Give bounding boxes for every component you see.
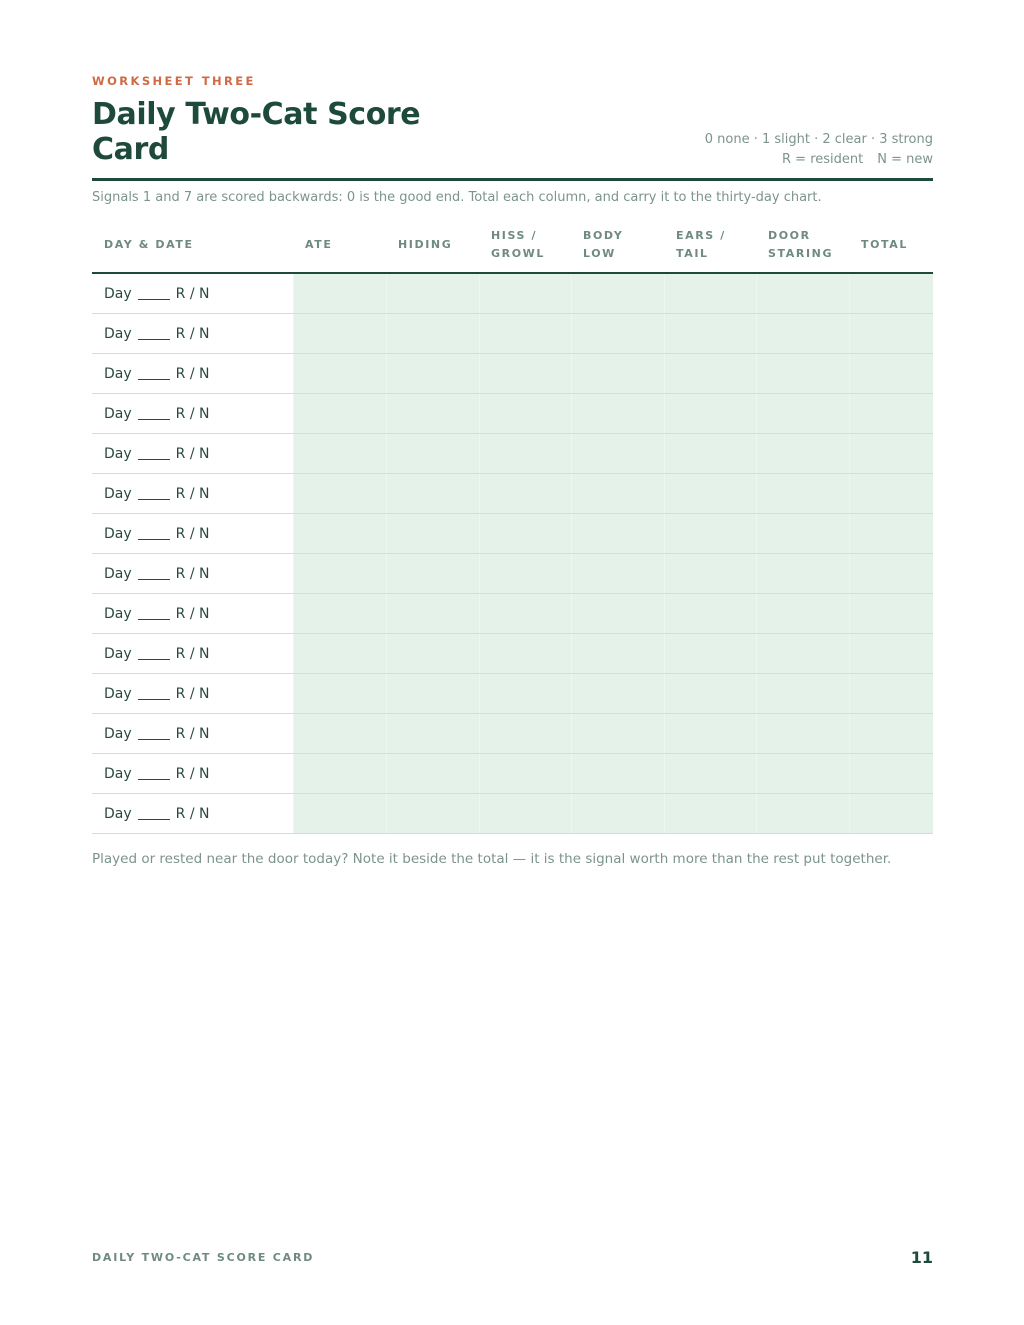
resident-new-choice[interactable]: R / N bbox=[175, 565, 210, 582]
score-cell[interactable] bbox=[571, 714, 664, 754]
day-label: Day bbox=[104, 805, 132, 822]
score-cell[interactable] bbox=[386, 554, 479, 594]
score-cell[interactable] bbox=[479, 474, 571, 514]
score-cell[interactable] bbox=[756, 314, 849, 354]
day-blank-line[interactable] bbox=[138, 578, 170, 580]
column-header: HISS / GROWL bbox=[479, 218, 571, 273]
resident-new-choice[interactable]: R / N bbox=[175, 405, 210, 422]
resident-new-choice[interactable]: R / N bbox=[175, 645, 210, 662]
score-cell[interactable] bbox=[571, 674, 664, 714]
score-cell[interactable] bbox=[479, 514, 571, 554]
score-cell[interactable] bbox=[756, 754, 849, 794]
score-cell[interactable] bbox=[664, 354, 756, 394]
table-row bbox=[92, 474, 933, 514]
score-cell[interactable] bbox=[571, 273, 664, 314]
resident-new-choice[interactable]: R / N bbox=[175, 765, 210, 782]
score-cell[interactable] bbox=[571, 594, 664, 634]
day-date-cell[interactable] bbox=[92, 394, 293, 434]
day-label: Day bbox=[104, 525, 132, 542]
score-cell[interactable] bbox=[849, 594, 933, 634]
table-row bbox=[92, 714, 933, 754]
table-row bbox=[92, 273, 933, 314]
score-cell[interactable] bbox=[386, 674, 479, 714]
day-label: Day bbox=[104, 365, 132, 382]
day-blank-line[interactable] bbox=[138, 498, 170, 500]
score-cell[interactable] bbox=[756, 434, 849, 474]
score-cell[interactable] bbox=[293, 594, 386, 634]
resident-new-choice[interactable]: R / N bbox=[175, 805, 210, 822]
score-cell[interactable] bbox=[386, 314, 479, 354]
score-cell[interactable] bbox=[293, 514, 386, 554]
score-cell[interactable] bbox=[571, 314, 664, 354]
score-cell[interactable] bbox=[849, 354, 933, 394]
title-rule bbox=[92, 178, 933, 181]
score-cell[interactable] bbox=[293, 794, 386, 834]
score-cell[interactable] bbox=[849, 634, 933, 674]
score-cell[interactable] bbox=[386, 354, 479, 394]
day-blank-line[interactable] bbox=[138, 338, 170, 340]
column-header: EARS / TAIL bbox=[664, 218, 756, 273]
resident-new-choice[interactable]: R / N bbox=[175, 725, 210, 742]
worksheet-page bbox=[92, 0, 933, 1325]
score-cell[interactable] bbox=[571, 434, 664, 474]
day-blank-line[interactable] bbox=[138, 418, 170, 420]
score-cell[interactable] bbox=[571, 554, 664, 594]
day-label: Day bbox=[104, 765, 132, 782]
day-date-cell[interactable] bbox=[92, 754, 293, 794]
table-row bbox=[92, 754, 933, 794]
day-blank-line[interactable] bbox=[138, 658, 170, 660]
score-cell[interactable] bbox=[386, 514, 479, 554]
score-cell[interactable] bbox=[849, 474, 933, 514]
score-cell[interactable] bbox=[849, 794, 933, 834]
score-cell[interactable] bbox=[479, 273, 571, 314]
score-cell[interactable] bbox=[293, 674, 386, 714]
table-row bbox=[92, 514, 933, 554]
score-cell[interactable] bbox=[664, 314, 756, 354]
day-date-cell[interactable] bbox=[92, 794, 293, 834]
day-date-cell[interactable] bbox=[92, 714, 293, 754]
score-cell[interactable] bbox=[664, 674, 756, 714]
day-label: Day bbox=[104, 445, 132, 462]
score-cell[interactable] bbox=[756, 674, 849, 714]
score-cell[interactable] bbox=[386, 434, 479, 474]
score-cell[interactable] bbox=[664, 394, 756, 434]
score-cell[interactable] bbox=[849, 674, 933, 714]
score-cell[interactable] bbox=[849, 434, 933, 474]
footer-label: DAILY TWO-CAT SCORE CARD bbox=[92, 1251, 315, 1264]
score-cell[interactable] bbox=[479, 674, 571, 714]
score-cell[interactable] bbox=[664, 754, 756, 794]
score-cell[interactable] bbox=[664, 474, 756, 514]
day-date-cell[interactable] bbox=[92, 354, 293, 394]
column-header: BODY LOW bbox=[571, 218, 664, 273]
score-cell[interactable] bbox=[756, 634, 849, 674]
score-cell[interactable] bbox=[756, 794, 849, 834]
table-row bbox=[92, 394, 933, 434]
day-label: Day bbox=[104, 605, 132, 622]
worksheet-eyebrow: WORKSHEET THREE bbox=[92, 74, 256, 88]
day-blank-line[interactable] bbox=[138, 618, 170, 620]
resident-new-choice[interactable]: R / N bbox=[175, 485, 210, 502]
score-cell[interactable] bbox=[571, 754, 664, 794]
page-title: Daily Two-Cat Score Card bbox=[92, 97, 421, 167]
score-cell[interactable] bbox=[664, 273, 756, 314]
resident-new-choice[interactable]: R / N bbox=[175, 285, 210, 302]
legend-codes bbox=[705, 150, 933, 170]
column-header: HIDING bbox=[386, 218, 479, 273]
score-cell[interactable] bbox=[664, 554, 756, 594]
score-cell[interactable] bbox=[479, 594, 571, 634]
score-cell[interactable] bbox=[479, 434, 571, 474]
score-cell[interactable] bbox=[293, 474, 386, 514]
score-cell[interactable] bbox=[386, 714, 479, 754]
legend-new: N = new bbox=[877, 152, 933, 167]
score-cell[interactable] bbox=[664, 514, 756, 554]
score-cell[interactable] bbox=[293, 273, 386, 314]
resident-new-choice[interactable]: R / N bbox=[175, 525, 210, 542]
score-cell[interactable] bbox=[849, 514, 933, 554]
resident-new-choice[interactable]: R / N bbox=[175, 605, 210, 622]
day-label: Day bbox=[104, 565, 132, 582]
legend-scale: 0 none · 1 slight · 2 clear · 3 strong bbox=[704, 132, 933, 147]
table-row bbox=[92, 314, 933, 354]
score-cell[interactable] bbox=[386, 273, 479, 314]
score-cell[interactable] bbox=[386, 794, 479, 834]
day-blank-line[interactable] bbox=[138, 458, 170, 460]
score-cell[interactable] bbox=[756, 594, 849, 634]
day-blank-line[interactable] bbox=[138, 738, 170, 740]
score-cell[interactable] bbox=[571, 794, 664, 834]
table-row bbox=[92, 554, 933, 594]
score-cell[interactable] bbox=[756, 273, 849, 314]
day-date-cell[interactable] bbox=[92, 594, 293, 634]
score-cell[interactable] bbox=[479, 754, 571, 794]
day-blank-line[interactable] bbox=[138, 378, 170, 380]
day-label: Day bbox=[104, 725, 132, 742]
column-header: DAY & DATE bbox=[92, 218, 293, 273]
score-cell[interactable] bbox=[571, 394, 664, 434]
table-row bbox=[92, 794, 933, 834]
score-cell[interactable] bbox=[293, 354, 386, 394]
day-date-cell[interactable] bbox=[92, 634, 293, 674]
score-cell[interactable] bbox=[849, 714, 933, 754]
score-cell[interactable] bbox=[386, 634, 479, 674]
day-date-cell[interactable] bbox=[92, 514, 293, 554]
score-cell[interactable] bbox=[479, 394, 571, 434]
column-header: DOOR STARING bbox=[756, 218, 849, 273]
day-date-cell[interactable] bbox=[92, 273, 293, 314]
day-blank-line[interactable] bbox=[138, 298, 170, 300]
score-cell[interactable] bbox=[293, 394, 386, 434]
score-cell[interactable] bbox=[293, 314, 386, 354]
score-cell[interactable] bbox=[756, 714, 849, 754]
day-blank-line[interactable] bbox=[138, 778, 170, 780]
score-cell[interactable] bbox=[479, 634, 571, 674]
table-row bbox=[92, 594, 933, 634]
score-cell[interactable] bbox=[849, 273, 933, 314]
score-cell[interactable] bbox=[756, 354, 849, 394]
day-date-cell[interactable] bbox=[92, 554, 293, 594]
resident-new-choice[interactable]: R / N bbox=[175, 685, 210, 702]
day-label: Day bbox=[104, 645, 132, 662]
intro-note: Signals 1 and 7 are scored backwards: 0 is the good end. Total each column, and carry it to the thirty-day chart. bbox=[92, 190, 822, 205]
day-blank-line[interactable] bbox=[138, 818, 170, 820]
table-row bbox=[92, 434, 933, 474]
score-cell[interactable] bbox=[386, 394, 479, 434]
table-header-row bbox=[92, 218, 933, 273]
day-label: Day bbox=[104, 405, 132, 422]
column-header: TOTAL bbox=[849, 218, 933, 273]
score-cell[interactable] bbox=[664, 634, 756, 674]
page-number: 11 bbox=[910, 1248, 933, 1267]
score-cell[interactable] bbox=[664, 594, 756, 634]
day-blank-line[interactable] bbox=[138, 538, 170, 540]
score-legend bbox=[705, 130, 933, 170]
day-blank-line[interactable] bbox=[138, 698, 170, 700]
day-date-cell[interactable] bbox=[92, 674, 293, 714]
score-cell[interactable] bbox=[293, 554, 386, 594]
score-cell[interactable] bbox=[756, 554, 849, 594]
day-date-cell[interactable] bbox=[92, 474, 293, 514]
table-row bbox=[92, 354, 933, 394]
score-cell[interactable] bbox=[571, 354, 664, 394]
legend-resident: R = resident bbox=[782, 152, 864, 167]
door-footnote: Played or rested near the door today? Note it beside the total — it is the signal worth more than the rest put together. bbox=[92, 851, 892, 867]
day-label: Day bbox=[104, 285, 132, 302]
score-cell[interactable] bbox=[664, 794, 756, 834]
day-date-cell[interactable] bbox=[92, 434, 293, 474]
resident-new-choice[interactable]: R / N bbox=[175, 445, 210, 462]
score-cell[interactable] bbox=[664, 434, 756, 474]
resident-new-choice[interactable]: R / N bbox=[175, 365, 210, 382]
day-label: Day bbox=[104, 325, 132, 342]
score-cell[interactable] bbox=[293, 634, 386, 674]
day-label: Day bbox=[104, 685, 132, 702]
day-date-cell[interactable] bbox=[92, 314, 293, 354]
score-cell[interactable] bbox=[479, 314, 571, 354]
score-cell[interactable] bbox=[849, 754, 933, 794]
score-cell[interactable] bbox=[571, 474, 664, 514]
score-cell[interactable] bbox=[756, 394, 849, 434]
score-cell[interactable] bbox=[293, 434, 386, 474]
score-cell[interactable] bbox=[293, 714, 386, 754]
score-cell[interactable] bbox=[479, 714, 571, 754]
score-cell[interactable] bbox=[756, 514, 849, 554]
score-cell[interactable] bbox=[571, 514, 664, 554]
score-cell[interactable] bbox=[479, 554, 571, 594]
resident-new-choice[interactable]: R / N bbox=[175, 325, 210, 342]
score-cell[interactable] bbox=[386, 594, 479, 634]
score-cell[interactable] bbox=[849, 394, 933, 434]
day-label: Day bbox=[104, 485, 132, 502]
table-row bbox=[92, 674, 933, 714]
score-cell[interactable] bbox=[386, 474, 479, 514]
score-table bbox=[92, 218, 933, 834]
score-cell[interactable] bbox=[849, 314, 933, 354]
column-header: ATE bbox=[293, 218, 386, 273]
score-cell[interactable] bbox=[293, 754, 386, 794]
score-cell[interactable] bbox=[386, 754, 479, 794]
score-cell[interactable] bbox=[571, 634, 664, 674]
score-cell[interactable] bbox=[849, 554, 933, 594]
score-cell[interactable] bbox=[756, 474, 849, 514]
score-cell[interactable] bbox=[479, 794, 571, 834]
score-cell[interactable] bbox=[479, 354, 571, 394]
score-cell[interactable] bbox=[664, 714, 756, 754]
table-row bbox=[92, 634, 933, 674]
